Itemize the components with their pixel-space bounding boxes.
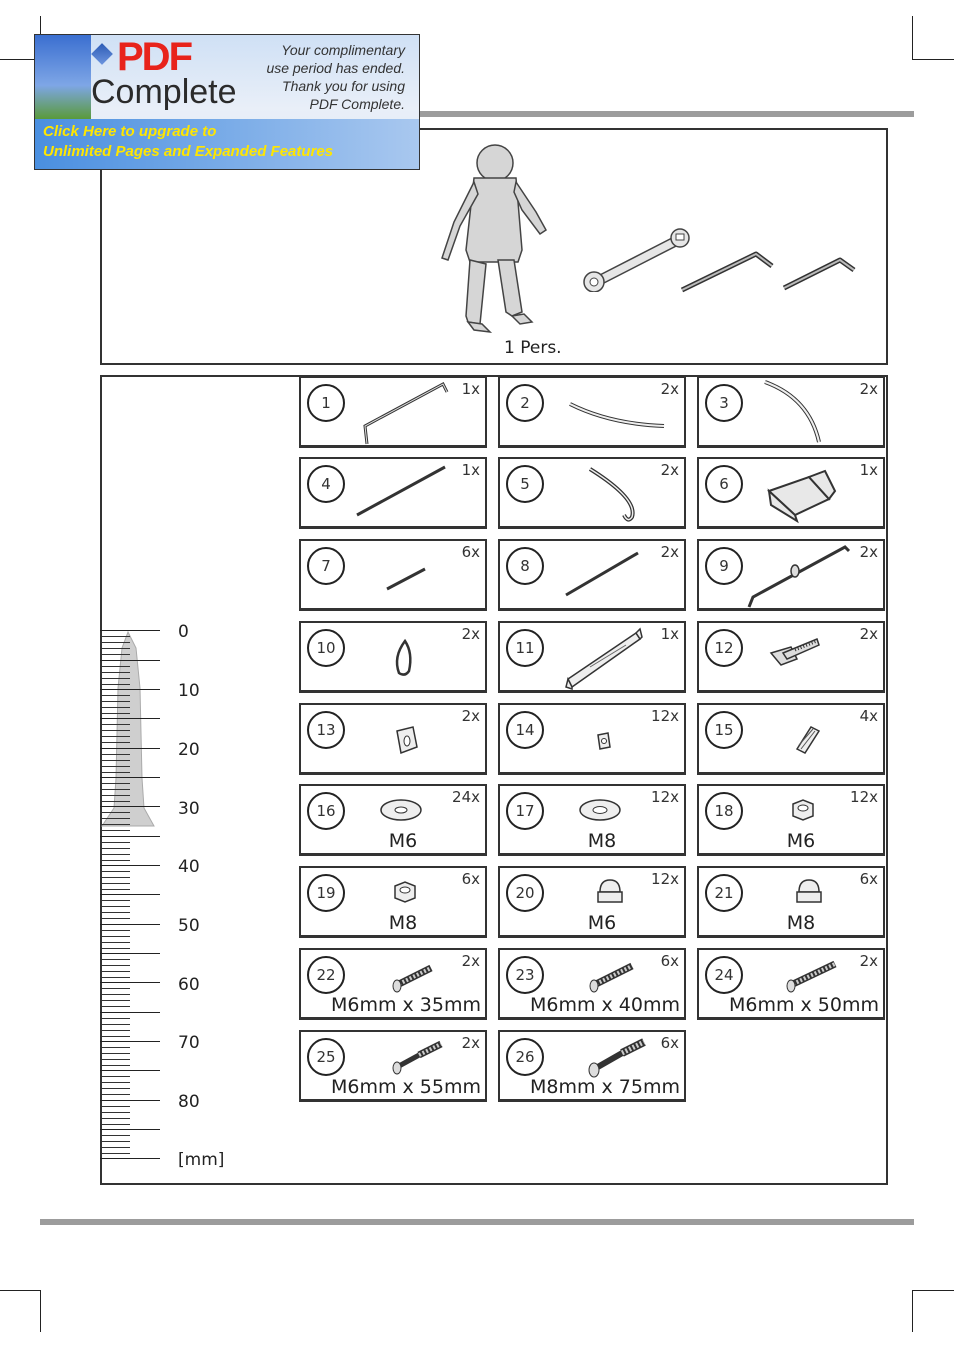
- banner-logo-image: [35, 35, 91, 119]
- square-washer-icon: [301, 705, 489, 777]
- part-number: 21: [705, 874, 743, 912]
- hex-key-large-icon: [676, 248, 776, 298]
- small-square-washer-icon: [500, 705, 688, 777]
- part-quantity: 2x: [461, 625, 480, 643]
- part-quantity: 1x: [660, 625, 679, 643]
- rod-with-disc-icon: [699, 541, 887, 613]
- part-quantity: 12x: [651, 870, 679, 888]
- short-pin-icon: [301, 541, 489, 613]
- part-number: 20: [506, 874, 544, 912]
- crop-mark-bl-h: [0, 1290, 40, 1291]
- part-quantity: 2x: [859, 543, 878, 561]
- part-card: [498, 703, 686, 775]
- ruler-unit: [mm]: [178, 1150, 225, 1170]
- part-quantity: 4x: [859, 707, 878, 725]
- curved-tube-icon: [500, 378, 688, 450]
- crop-mark-tr-h: [912, 59, 954, 60]
- part-quantity: 12x: [850, 788, 878, 806]
- ruler-label: 50: [178, 916, 200, 936]
- part-quantity: 6x: [660, 952, 679, 970]
- part-size-label: M6mm x 50mm: [728, 994, 879, 1016]
- carabiner-icon: [301, 623, 489, 695]
- hex-key-small-icon: [780, 256, 860, 296]
- part-size-label: M6mm x 40mm: [529, 994, 680, 1016]
- part-quantity: 6x: [461, 870, 480, 888]
- part-card: [498, 784, 686, 856]
- part-quantity: 1x: [859, 461, 878, 479]
- part-number: 4: [307, 465, 345, 503]
- persons-label: 1 Pers.: [504, 338, 562, 358]
- part-card: [299, 784, 487, 856]
- part-number: 3: [705, 384, 743, 422]
- part-quantity: 2x: [859, 952, 878, 970]
- hook-icon: [500, 459, 688, 531]
- part-card: [697, 703, 885, 775]
- bent-rod-icon: [301, 378, 489, 450]
- bracket-icon: [699, 459, 887, 531]
- part-card: [498, 866, 686, 938]
- part-size-label: M6: [786, 830, 816, 852]
- part-number: 2: [506, 384, 544, 422]
- part-number: 22: [307, 956, 345, 994]
- dowel-icon: [699, 705, 887, 777]
- part-number: 15: [705, 711, 743, 749]
- part-quantity: 2x: [660, 543, 679, 561]
- part-number: 11: [506, 629, 544, 667]
- ruler-label: 0: [178, 622, 189, 642]
- part-card: [697, 866, 885, 938]
- part-size-label: M6mm x 35mm: [330, 994, 481, 1016]
- banner-message: Your complimentary use period has ended. Thank you for using PDF Complete.: [266, 42, 405, 112]
- part-quantity: 6x: [859, 870, 878, 888]
- part-quantity: 2x: [859, 625, 878, 643]
- part-card: [299, 866, 487, 938]
- part-quantity: 2x: [461, 707, 480, 725]
- part-card: [299, 457, 487, 529]
- part-quantity: 1x: [461, 380, 480, 398]
- part-quantity: 6x: [660, 1034, 679, 1052]
- part-number: 5: [506, 465, 544, 503]
- part-number: 18: [705, 792, 743, 830]
- upgrade-link[interactable]: Click Here to upgrade to Unlimited Pages and Expanded Features: [35, 119, 419, 170]
- part-card: [299, 1030, 487, 1102]
- part-card: [498, 621, 686, 693]
- part-size-label: M6mm x 55mm: [330, 1076, 481, 1098]
- part-quantity: 2x: [461, 1034, 480, 1052]
- part-card: [697, 621, 885, 693]
- ruler-label: 10: [178, 681, 200, 701]
- part-card: [498, 376, 686, 448]
- part-quantity: 6x: [461, 543, 480, 561]
- part-card: [299, 376, 487, 448]
- stack-icon: [91, 43, 113, 65]
- part-number: 25: [307, 1038, 345, 1076]
- part-card: [299, 703, 487, 775]
- part-card: [697, 784, 885, 856]
- curved-rod-icon: [699, 378, 887, 450]
- ruler-label: 80: [178, 1092, 200, 1112]
- part-card: [697, 376, 885, 448]
- beam-icon: [500, 623, 688, 695]
- part-size-label: M8: [786, 912, 816, 934]
- part-size-label: M8: [388, 912, 418, 934]
- part-size-label: M6: [587, 912, 617, 934]
- ruler-label: 40: [178, 857, 200, 877]
- part-quantity: 12x: [651, 707, 679, 725]
- long-rod-icon: [301, 459, 489, 531]
- part-card: [299, 621, 487, 693]
- part-card: [299, 539, 487, 611]
- part-quantity: 2x: [461, 952, 480, 970]
- part-number: 17: [506, 792, 544, 830]
- banner-logo-pdf: PDF: [117, 35, 191, 79]
- part-size-label: M8: [587, 830, 617, 852]
- part-quantity: 2x: [660, 461, 679, 479]
- crop-mark-tr-v: [912, 16, 913, 60]
- rod-icon: [500, 541, 688, 613]
- part-number: 9: [705, 547, 743, 585]
- part-size-label: M6: [388, 830, 418, 852]
- footer-bar: [40, 1219, 914, 1225]
- part-number: 1: [307, 384, 345, 422]
- t-bolt-icon: [699, 623, 887, 695]
- part-quantity: 12x: [651, 788, 679, 806]
- part-card: [498, 948, 686, 1020]
- part-card: [697, 457, 885, 529]
- part-number: 24: [705, 956, 743, 994]
- crop-mark-bl-v: [40, 1290, 41, 1332]
- ruler-label: 30: [178, 799, 200, 819]
- part-number: 7: [307, 547, 345, 585]
- part-number: 10: [307, 629, 345, 667]
- header-bar: [420, 111, 914, 117]
- part-quantity: 2x: [660, 380, 679, 398]
- part-number: 8: [506, 547, 544, 585]
- part-card: [299, 948, 487, 1020]
- crop-mark-br-h: [912, 1290, 954, 1291]
- part-card: [498, 539, 686, 611]
- part-card: [498, 457, 686, 529]
- part-number: 26: [506, 1038, 544, 1076]
- part-number: 12: [705, 629, 743, 667]
- part-number: 23: [506, 956, 544, 994]
- ruler-label: 20: [178, 740, 200, 760]
- upgrade-banner[interactable]: [34, 34, 420, 170]
- part-card: [697, 948, 885, 1020]
- crop-mark-br-v: [912, 1290, 913, 1332]
- part-size-label: M8mm x 75mm: [529, 1076, 680, 1098]
- ruler-label: 70: [178, 1033, 200, 1053]
- part-number: 19: [307, 874, 345, 912]
- part-number: 13: [307, 711, 345, 749]
- part-number: 6: [705, 465, 743, 503]
- part-quantity: 2x: [859, 380, 878, 398]
- part-card: [697, 539, 885, 611]
- part-number: 14: [506, 711, 544, 749]
- part-quantity: 1x: [461, 461, 480, 479]
- part-quantity: 24x: [452, 788, 480, 806]
- part-number: 16: [307, 792, 345, 830]
- banner-logo-complete: Complete: [91, 73, 237, 111]
- part-card: [498, 1030, 686, 1102]
- ruler-label: 60: [178, 975, 200, 995]
